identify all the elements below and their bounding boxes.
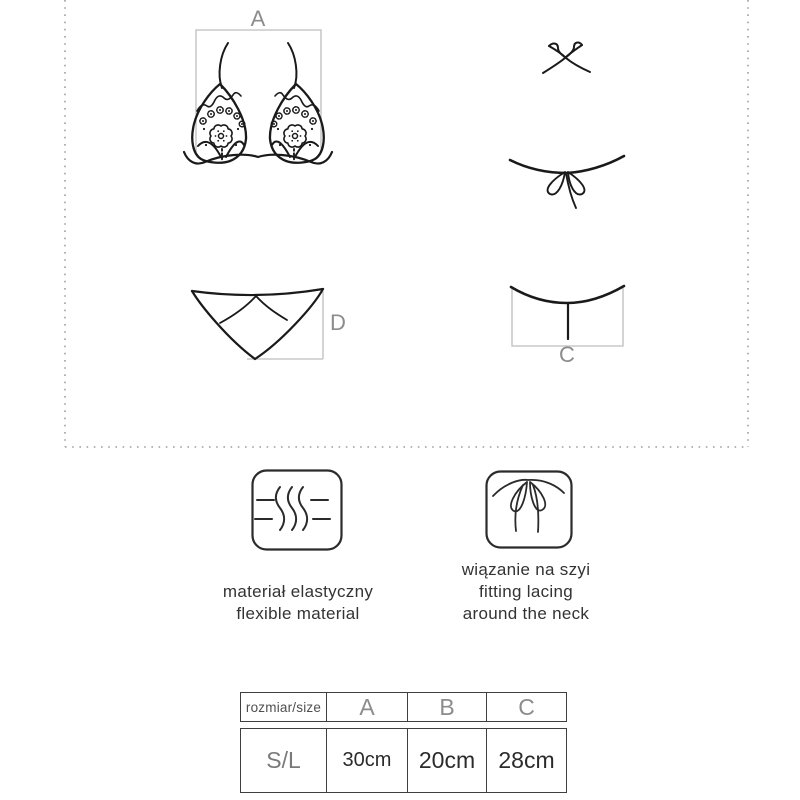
feature-text-line: flexible material [236,604,360,623]
size-table-header-a: A [327,692,408,722]
size-table-cell-a: 30cm [327,728,408,793]
size-table-header-b: B [408,692,487,722]
size-table [240,692,567,793]
feature-text-line: materiał elastyczny [222,582,374,601]
dotted-border [65,0,748,447]
measurement-label-c: C [559,342,575,367]
neck-lacing-bow-icon [485,470,573,549]
feature-text-line: wiązanie na szyi [461,560,591,579]
elastic-material-waves-icon [251,469,343,551]
measurement-frame-a [196,6,321,152]
feature-caption-elastic [168,581,428,625]
feature-text-line: fitting lacing [479,582,573,601]
panties-drawing [192,289,346,359]
feature-caption-lacing [396,559,656,625]
size-table-cell-size: S/L [240,728,327,793]
measurement-label-a: A [250,6,266,31]
feature-text-line: around the neck [462,604,590,623]
size-table-header-rozmiar: rozmiar/size [240,692,327,722]
neck-tie-bow-drawing [543,43,590,73]
size-table-cell-b: 20cm [408,728,487,793]
size-table-cell-c: 28cm [487,728,567,793]
bra-top-drawing [184,43,332,164]
back-band-bow-drawing [510,156,624,208]
measurement-label-d: D [330,310,346,335]
size-table-header-c: C [487,692,567,722]
back-strap-drawing [511,286,624,367]
